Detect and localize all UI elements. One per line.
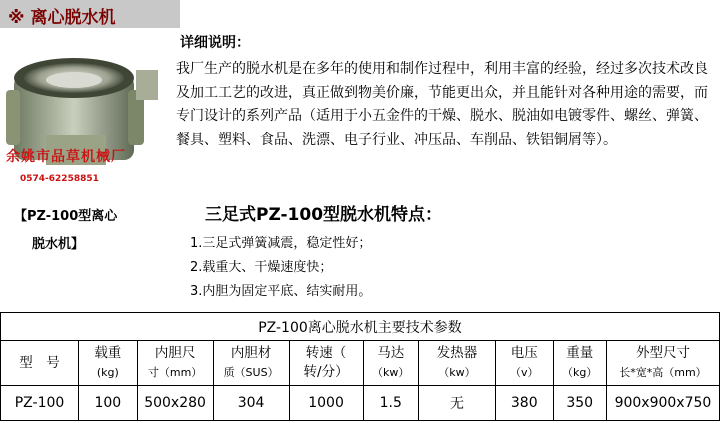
column-header: 电压 （v） [496,341,554,386]
column-header: 载重 (kg) [79,341,138,386]
detail-heading: 详细说明： [180,35,250,51]
title-bar [0,0,180,28]
features-heading: 三足式PZ-100型脱水机特点： [205,205,443,225]
model-caption [14,203,154,259]
table-cell: 1000 [289,386,363,421]
table-cell: 无 [418,386,495,421]
column-header: 转速（ 转/分） [289,341,363,386]
spec-table-title: PZ-100离心脱水机主要技术参数 [1,313,720,341]
feature-item: 2.载重大、干燥速度快； [190,260,333,275]
column-header: 马达 （kw） [363,341,418,386]
table-cell: 350 [553,386,606,421]
column-header: 发热器 （kw） [418,341,495,386]
detail-description: 我厂生产的脱水机是在多年的使用和制作过程中，利用丰富的经验，经过多次技术改良及加工工艺的改进，真正做到物美价廉，节能更出众，并且能针对各种用途的需要，而专门设计的系列产品（适用于小五金件的干燥、脱水、脱油如电镀零件、螺丝、弹簧、餐具、塑料、食品、洗漂、电子行业、冲压品、车削品、铁铝铜屑等）。 [176,61,708,148]
feature-item: 3.内胆为固定平底、结实耐用。 [190,284,372,299]
table-row [1,386,720,421]
spec-table [0,312,720,421]
column-header: 重量 （kg） [553,341,606,386]
column-header: 内胆尺 寸（mm） [137,341,213,386]
photo-watermark-company: 余姚市品草机械厂 [6,149,126,165]
features-list [190,232,371,304]
feature-item: 1.三足式弹簧减震，稳定性好； [190,236,372,251]
column-header: 型 号 [1,341,79,386]
spec-table-header-row [1,341,720,386]
table-cell: 1.5 [363,386,418,421]
table-cell: 500x280 [137,386,213,421]
model-caption-line2: 脱水机】 [32,237,85,252]
photo-watermark-phone: 0574-62258851 [20,174,99,184]
table-cell: 304 [213,386,289,421]
model-caption-line1: 【PZ-100型离心 [14,209,118,224]
column-header: 内胆材 质（SUS） [213,341,289,386]
column-header: 外型尺寸 长*宽*高（mm） [606,341,719,386]
table-cell: PZ-100 [1,386,79,421]
page-title: ※ 离心脱水机 [8,8,116,28]
table-cell: 380 [496,386,554,421]
table-cell: 100 [79,386,138,421]
table-cell: 900x900x750 [606,386,719,421]
